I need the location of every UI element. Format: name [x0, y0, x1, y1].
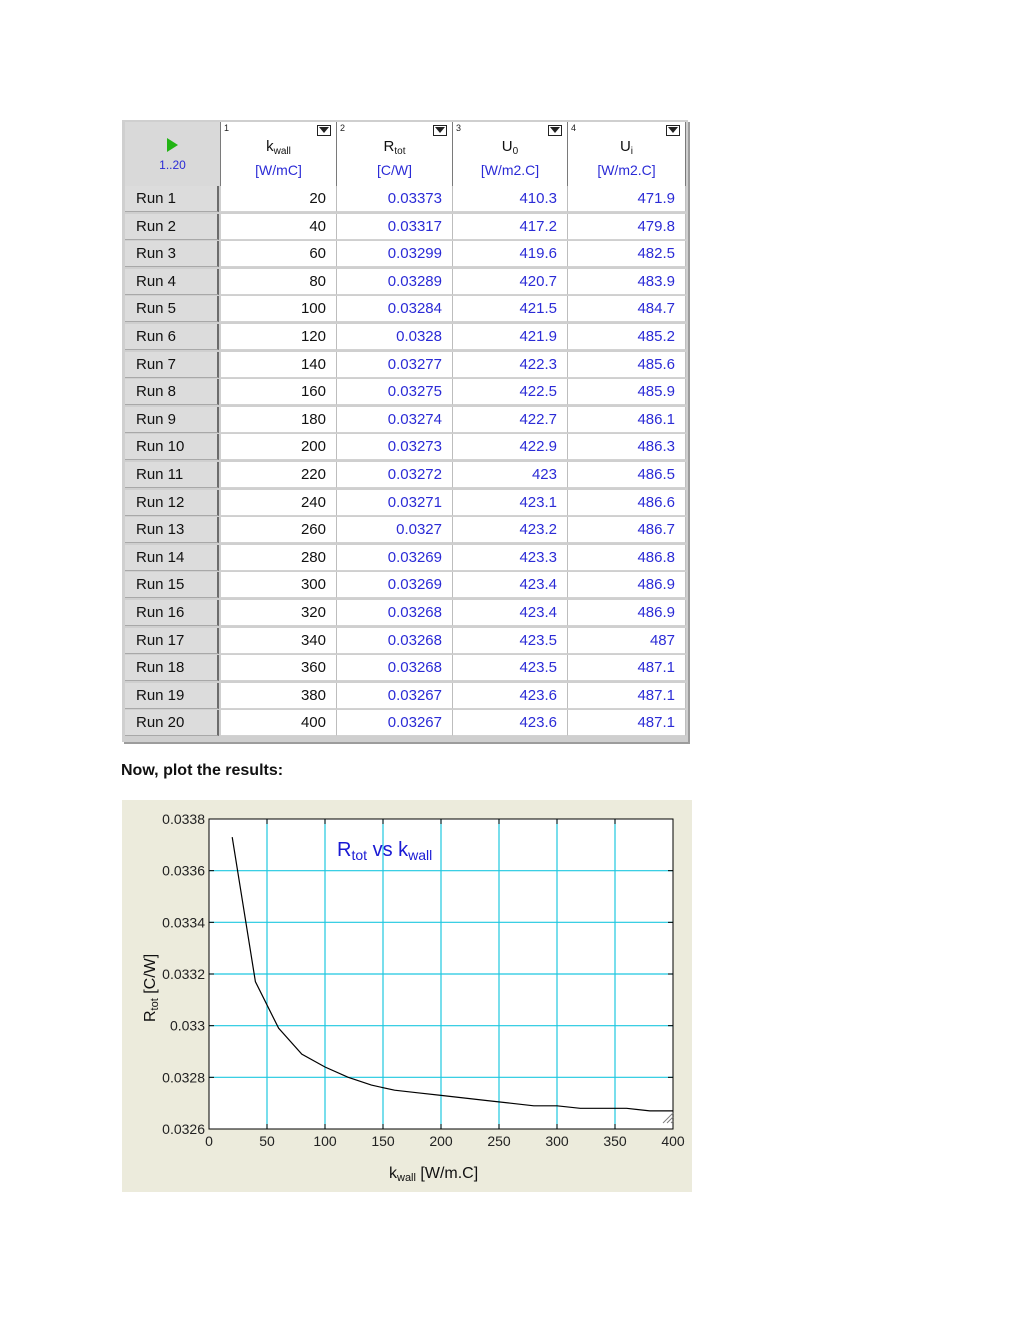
u0-cell[interactable]: 422.3 — [453, 352, 568, 378]
run-label[interactable]: Run 15 — [125, 572, 219, 598]
kwall-cell[interactable]: 200 — [221, 434, 337, 460]
rtot-cell[interactable]: 0.03269 — [337, 545, 453, 571]
kwall-cell[interactable]: 140 — [221, 352, 337, 378]
kwall-cell[interactable]: 280 — [221, 545, 337, 571]
kwall-cell[interactable]: 20 — [221, 186, 337, 212]
kwall-cell[interactable]: 120 — [221, 324, 337, 350]
u0-cell[interactable]: 423.4 — [453, 600, 568, 626]
table-row — [122, 462, 688, 489]
u0-cell[interactable]: 423.5 — [453, 655, 568, 681]
kwall-cell[interactable]: 360 — [221, 655, 337, 681]
ui-cell[interactable]: 485.9 — [568, 379, 686, 405]
table-row — [122, 407, 688, 434]
u0-cell[interactable]: 410.3 — [453, 186, 568, 212]
dropdown-arrow-icon[interactable] — [548, 125, 562, 136]
u0-cell[interactable]: 422.7 — [453, 407, 568, 433]
column-header-rtot[interactable] — [337, 122, 453, 186]
column-name: $R_{tot}$ — [383, 138, 406, 157]
kwall-cell[interactable]: 340 — [221, 628, 337, 654]
ui-cell[interactable]: 483.9 — [568, 269, 686, 295]
column-header-kwall[interactable] — [221, 122, 337, 186]
x-tick-label: 200 — [429, 1133, 453, 1149]
y-axis-label: Rtot [C/W] — [142, 953, 161, 1022]
run-label[interactable]: Run 1 — [125, 186, 219, 212]
rtot-cell[interactable]: 0.03269 — [337, 572, 453, 598]
rtot-cell[interactable]: 0.03317 — [337, 214, 453, 240]
table-row — [122, 517, 688, 544]
u0-cell[interactable]: 421.9 — [453, 324, 568, 350]
x-axis-label: kwall [W/m.C] — [389, 1165, 479, 1184]
run-label[interactable]: Run 9 — [125, 407, 219, 433]
table-row — [122, 600, 688, 627]
ui-cell[interactable]: 471.9 — [568, 186, 686, 212]
table-row — [122, 214, 688, 241]
kwall-cell[interactable]: 240 — [221, 490, 337, 516]
rtot-cell[interactable]: 0.03373 — [337, 186, 453, 212]
run-label[interactable]: Run 16 — [125, 600, 219, 626]
x-tick-label: 350 — [603, 1133, 627, 1149]
kwall-cell[interactable]: 60 — [221, 241, 337, 267]
run-label[interactable]: Run 11 — [125, 462, 219, 488]
ui-cell[interactable]: 486.7 — [568, 517, 686, 543]
kwall-cell[interactable]: 160 — [221, 379, 337, 405]
y-tick-label: 0.0336 — [162, 862, 205, 879]
u0-cell[interactable]: 423.2 — [453, 517, 568, 543]
rtot-cell[interactable]: 0.03268 — [337, 655, 453, 681]
run-label[interactable]: Run 17 — [125, 628, 219, 654]
y-tick-label: 0.0334 — [162, 914, 205, 931]
run-label[interactable]: Run 20 — [125, 710, 219, 736]
parametric-table — [122, 120, 688, 742]
column-name: $k_{wall}$ — [266, 138, 291, 157]
column-unit: [W/m2.C] — [480, 162, 540, 178]
column-number: 1 — [224, 123, 230, 133]
kwall-cell[interactable]: 80 — [221, 269, 337, 295]
run-label[interactable]: Run 7 — [125, 352, 219, 378]
rtot-cell[interactable]: 0.03299 — [337, 241, 453, 267]
rtot-cell[interactable]: 0.0327 — [337, 517, 453, 543]
u0-cell[interactable]: 423 — [453, 462, 568, 488]
ui-cell[interactable]: 485.6 — [568, 352, 686, 378]
kwall-cell[interactable]: 100 — [221, 296, 337, 322]
table-row — [122, 241, 688, 268]
table-row — [122, 434, 688, 461]
x-tick-labels — [205, 1133, 685, 1149]
table-row — [122, 379, 688, 406]
dropdown-arrow-icon[interactable] — [666, 125, 680, 136]
grid-lines — [209, 819, 673, 1129]
column-header-ui[interactable] — [568, 122, 686, 186]
run-all-header[interactable] — [125, 122, 221, 186]
rtot-cell[interactable]: 0.03267 — [337, 683, 453, 709]
ui-cell[interactable]: 484.7 — [568, 296, 686, 322]
u0-cell[interactable]: 423.6 — [453, 710, 568, 736]
rtot-cell[interactable]: 0.03271 — [337, 490, 453, 516]
u0-cell[interactable]: 417.2 — [453, 214, 568, 240]
run-label[interactable]: Run 14 — [125, 545, 219, 571]
table-row — [122, 545, 688, 572]
column-number: 3 — [456, 123, 462, 133]
table-row — [122, 296, 688, 323]
ui-cell[interactable]: 487.1 — [568, 655, 686, 681]
x-tick-label: 150 — [371, 1133, 395, 1149]
y-tick-label: 0.0326 — [162, 1121, 205, 1137]
ui-cell[interactable]: 487.1 — [568, 683, 686, 709]
u0-cell[interactable]: 423.5 — [453, 628, 568, 654]
y-tick-label: 0.0338 — [162, 811, 205, 827]
rtot-cell[interactable]: 0.03275 — [337, 379, 453, 405]
rtot-cell[interactable]: 0.0328 — [337, 324, 453, 350]
kwall-cell[interactable]: 380 — [221, 683, 337, 709]
column-name: $U_i$ — [619, 138, 634, 157]
run-label[interactable]: Run 3 — [125, 241, 219, 267]
u0-cell[interactable]: 421.5 — [453, 296, 568, 322]
chart-panel — [122, 800, 692, 1192]
run-label[interactable]: Run 6 — [125, 324, 219, 350]
column-number: 2 — [340, 123, 346, 133]
rtot-cell[interactable]: 0.03284 — [337, 296, 453, 322]
x-tick-label: 0 — [205, 1133, 213, 1149]
ui-cell[interactable]: 486.5 — [568, 462, 686, 488]
rtot-cell[interactable]: 0.03267 — [337, 710, 453, 736]
rtot-vs-kwall-chart — [122, 800, 692, 1192]
ui-cell[interactable]: 487 — [568, 628, 686, 654]
u0-cell[interactable]: 422.5 — [453, 379, 568, 405]
run-range-label: 1..20 — [159, 158, 186, 172]
column-unit: [W/mC] — [255, 162, 302, 178]
table-row — [122, 490, 688, 517]
x-tick-label: 50 — [259, 1133, 275, 1149]
run-label[interactable]: Run 12 — [125, 490, 219, 516]
chart-title: $R_{tot}$ vs $k_{wall}$ — [337, 839, 433, 863]
y-tick-label: 0.0332 — [162, 966, 205, 982]
y-tick-label: 0.0328 — [162, 1069, 205, 1086]
run-label[interactable]: Run 4 — [125, 269, 219, 295]
run-label[interactable]: Run 2 — [125, 214, 219, 240]
kwall-cell[interactable]: 320 — [221, 600, 337, 626]
kwall-cell[interactable]: 260 — [221, 517, 337, 543]
kwall-cell[interactable]: 300 — [221, 572, 337, 598]
run-label[interactable]: Run 18 — [125, 655, 219, 681]
table-row — [122, 655, 688, 682]
table-row — [122, 710, 688, 737]
u0-cell[interactable]: 423.4 — [453, 572, 568, 598]
dropdown-arrow-icon[interactable] — [317, 125, 331, 136]
y-tick-labels — [162, 811, 205, 1137]
ui-cell[interactable]: 485.2 — [568, 324, 686, 350]
column-header-u0[interactable] — [453, 122, 568, 186]
x-tick-label: 400 — [661, 1133, 685, 1149]
rtot-cell[interactable]: 0.03277 — [337, 352, 453, 378]
ui-cell[interactable]: 486.9 — [568, 600, 686, 626]
table-row — [122, 572, 688, 599]
run-label[interactable]: Run 10 — [125, 434, 219, 460]
y-tick-label: 0.033 — [169, 1017, 205, 1034]
column-name: $U_0$ — [501, 138, 519, 157]
u0-cell[interactable]: 423.6 — [453, 683, 568, 709]
u0-cell[interactable]: 419.6 — [453, 241, 568, 267]
u0-cell[interactable]: 422.9 — [453, 434, 568, 460]
run-label[interactable]: Run 8 — [125, 379, 219, 405]
run-label[interactable]: Run 19 — [125, 683, 219, 709]
x-tick-label: 250 — [487, 1133, 511, 1149]
ui-cell[interactable]: 486.1 — [568, 407, 686, 433]
ui-cell[interactable]: 479.8 — [568, 214, 686, 240]
kwall-cell[interactable]: 180 — [221, 407, 337, 433]
rtot-cell[interactable]: 0.03272 — [337, 462, 453, 488]
ui-cell[interactable]: 486.3 — [568, 434, 686, 460]
ui-cell[interactable]: 486.6 — [568, 490, 686, 516]
table-row — [122, 186, 688, 213]
table-row — [122, 628, 688, 655]
rtot-cell[interactable]: 0.03273 — [337, 434, 453, 460]
rtot-cell[interactable]: 0.03289 — [337, 269, 453, 295]
rtot-cell[interactable]: 0.03268 — [337, 600, 453, 626]
kwall-cell[interactable]: 400 — [221, 710, 337, 736]
table-row — [122, 269, 688, 296]
u0-cell[interactable]: 423.3 — [453, 545, 568, 571]
caption-text: Now, plot the results: — [121, 762, 284, 779]
x-tick-label: 100 — [313, 1133, 337, 1149]
ui-cell[interactable]: 486.8 — [568, 545, 686, 571]
rtot-cell[interactable]: 0.03268 — [337, 628, 453, 654]
kwall-cell[interactable]: 220 — [221, 462, 337, 488]
rtot-cell[interactable]: 0.03274 — [337, 407, 453, 433]
run-label[interactable]: Run 13 — [125, 517, 219, 543]
table-row — [122, 352, 688, 379]
ui-cell[interactable]: 486.9 — [568, 572, 686, 598]
column-number: 4 — [571, 123, 577, 133]
play-icon[interactable] — [167, 138, 178, 152]
column-unit: [W/m2.C] — [597, 162, 656, 178]
kwall-cell[interactable]: 40 — [221, 214, 337, 240]
u0-cell[interactable]: 423.1 — [453, 490, 568, 516]
ui-cell[interactable]: 482.5 — [568, 241, 686, 267]
table-row — [122, 683, 688, 710]
ui-cell[interactable]: 487.1 — [568, 710, 686, 736]
column-unit: [C/W] — [377, 162, 412, 178]
run-label[interactable]: Run 5 — [125, 296, 219, 322]
x-tick-label: 300 — [545, 1133, 569, 1149]
u0-cell[interactable]: 420.7 — [453, 269, 568, 295]
table-row — [122, 324, 688, 351]
dropdown-arrow-icon[interactable] — [433, 125, 447, 136]
